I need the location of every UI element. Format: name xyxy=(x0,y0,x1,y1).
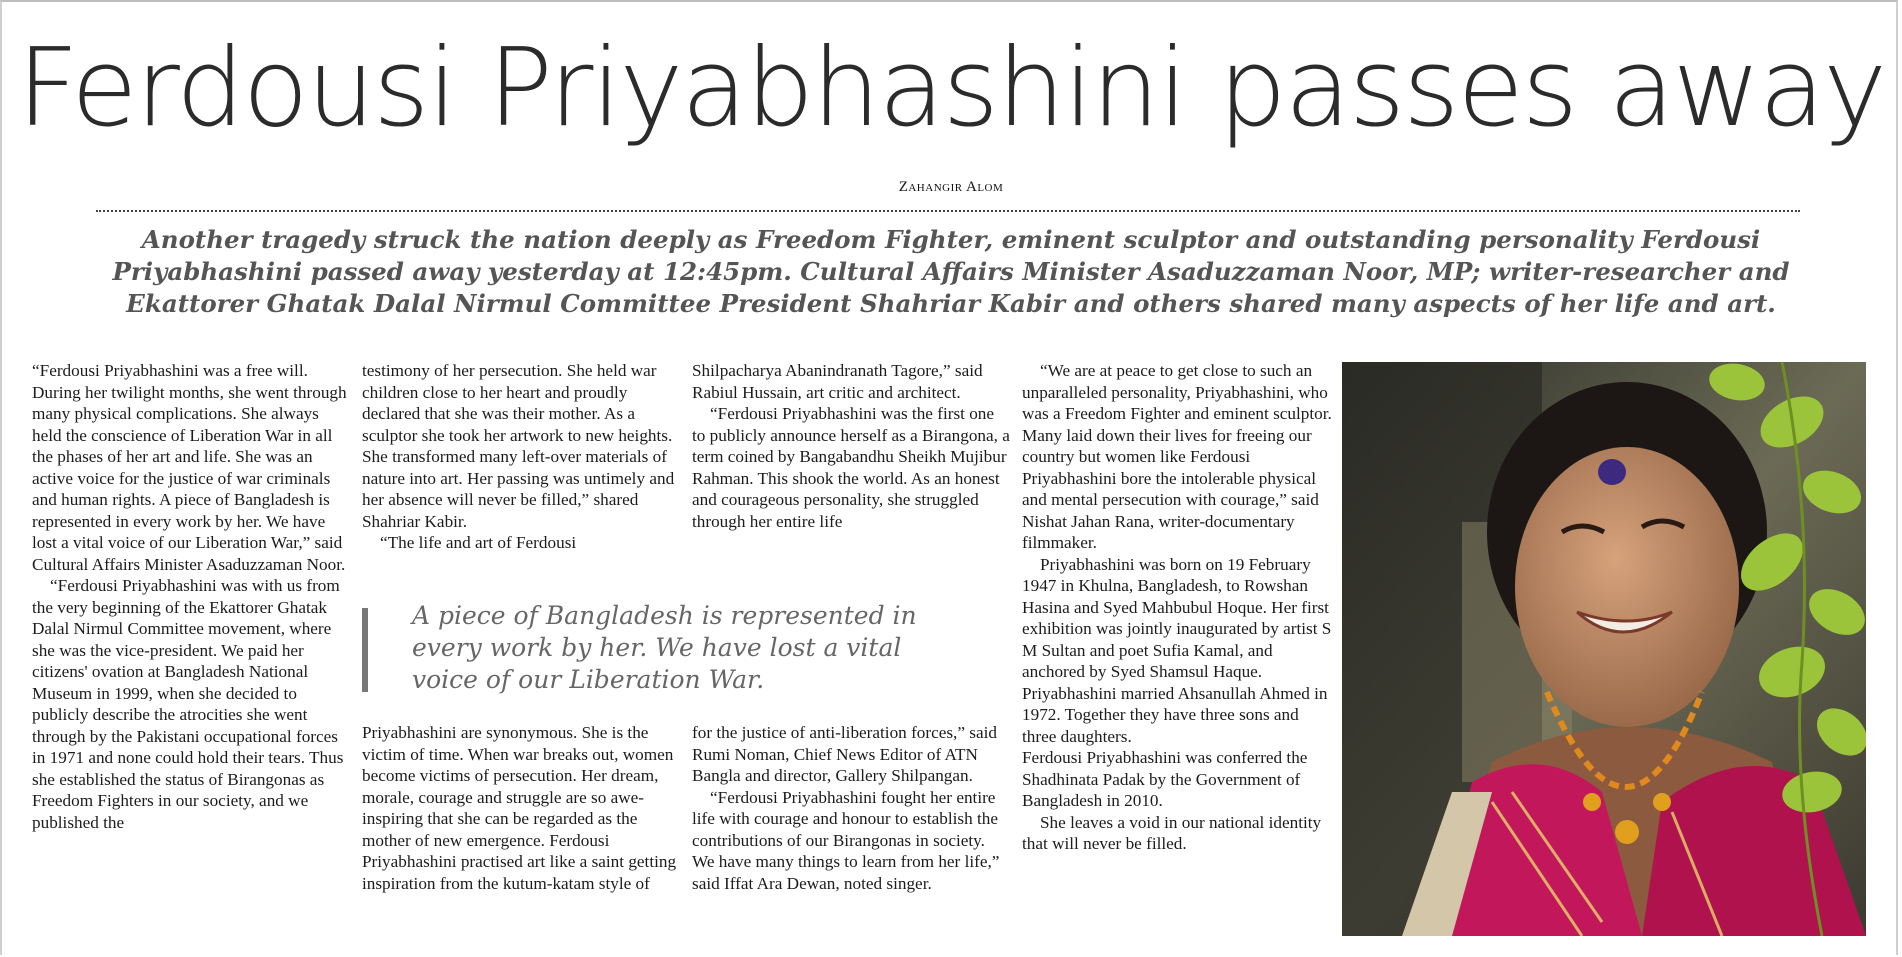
standfirst: Another tragedy struck the nation deeply as Freedom Fighter, eminent sculptor and outstanding personality Ferdousi Priyabhashini passed away yesterday at 12:45pm. Cultural Affairs Minister Asaduzzaman Noor, MP; writer-researcher and Ekattorer Ghatak Dalal Nirmul Committee President Shahriar Kabir and others shared many aspects of her life and art. xyxy=(112,225,1790,318)
paragraph: “Ferdousi Priyabhashini was the first one to publicly announce herself as a Birangona, a term coined by Bangabandhu Sheikh Mujibur Rahman. This shook the world. As an honest and courageous personality, she struggled through her entire life xyxy=(692,404,1010,531)
pull-quote-text: A piece of Bangladesh is represented in every work by her. We have lost a vital voice of our Liberation War. xyxy=(412,601,917,694)
portrait-photo xyxy=(1342,362,1866,936)
headline: Ferdousi Priyabhashini passes away xyxy=(16,26,1886,151)
column-3-bottom xyxy=(692,722,1010,894)
paragraph: for the justice of anti-liberation forces,” said Rumi Noman, Chief News Editor of ATN Bangla and director, Gallery Shilpangan. xyxy=(692,723,997,785)
paragraph: She leaves a void in our national identity that will never be filled. xyxy=(1022,812,1322,853)
column-2-bottom xyxy=(362,722,680,894)
paragraph: “Ferdousi Priyabhashini was a free will. During her twilight months, she went through many physical complications. She always held the conscience of Liberation War in all the phases of her art and life. She was an active voice for the justice of war criminals and human rights. A piece of Bangladesh is represented in every work by her. We have lost a vital voice of our Liberation War,” said Cultural Affairs Minister Asaduzzaman Noor. xyxy=(32,361,347,574)
paragraph: “We are at peace to get close to such an unparalleled personality, Priyabhashini, who was a Freedom Fighter and eminent sculptor. Many laid down their lives for freeing our country but women like Ferdousi Priyabhashini bore the intolerable physical and mental persecution with courage,” said Nishat Jahan Rana, writer-documentary filmmaker. xyxy=(1022,361,1332,552)
portrait-illustration xyxy=(1342,362,1866,936)
pull-quote-bar xyxy=(362,608,368,692)
column-4 xyxy=(1022,360,1334,855)
dotted-divider xyxy=(96,210,1800,212)
paragraph: “The life and art of Ferdousi xyxy=(380,533,577,552)
paragraph: testimony of her persecution. She held war children close to her heart and proudly declared that she was their mother. As a sculptor she took her artwork to new heights. She transformed many left-over materials of nature into art. Her passing was untimely and her absence will never be filled,” shared Shahriar Kabir. xyxy=(362,361,675,531)
byline: Zahangir Alom xyxy=(898,179,1004,195)
paragraph: “Ferdousi Priyabhashini fought her entire life with courage and honour to establish the contributions of our Birangonas in society. We have many things to learn from her life,” said Iffat Ara Dewan, noted singer. xyxy=(692,787,1000,893)
paragraph: Ferdousi Priyabhashini was conferred the Shadhinata Padak by the Government of Bangladesh in 2010. xyxy=(1022,748,1308,810)
pull-quote xyxy=(362,600,982,702)
paragraph: Shilpacharya Abanindranath Tagore,” said Rabiul Hussain, art critic and architect. xyxy=(692,361,983,402)
paragraph: Priyabhashini was born on 19 February 1947 in Khulna, Bangladesh, to Rowshan Hasina and Syed Mahbubul Hoque. Her first exhibition was jointly inaugurated by artist S M Sultan and poet Sufia Kamal, and anchored by Syed Shamsul Haque. Priyabhashini married Ahsanullah Ahmed in 1972. Together they have three sons and three daughters. xyxy=(1022,554,1332,746)
column-2-top xyxy=(362,360,680,554)
bindi xyxy=(1598,459,1626,485)
paragraph: Priyabhashini are synonymous. She is the victim of time. When war breaks out, women become victims of persecution. Her dream, morale, courage and struggle are so awe-inspiring that she can be regarded as the mother of new emergence. Ferdousi Priyabhashini practised art like a saint getting inspiration from the kutum-katam style of xyxy=(362,723,677,893)
column-1 xyxy=(32,360,350,833)
paragraph: “Ferdousi Priyabhashini was with us from the very beginning of the Ekattorer Ghatak Dalal Nirmul Committee movement, where she was the vice-president. We paid her citizens' ovation at Bangladesh National Museum in 1999, when she decided to publicly describe the atrocities she went through by the Pakistani occupational forces in 1971 and none could hold their tears. Thus she established the status of Birangonas as Freedom Fighters in our society, and we published the xyxy=(32,576,344,832)
column-3-top xyxy=(692,360,1010,532)
face xyxy=(1515,447,1739,727)
